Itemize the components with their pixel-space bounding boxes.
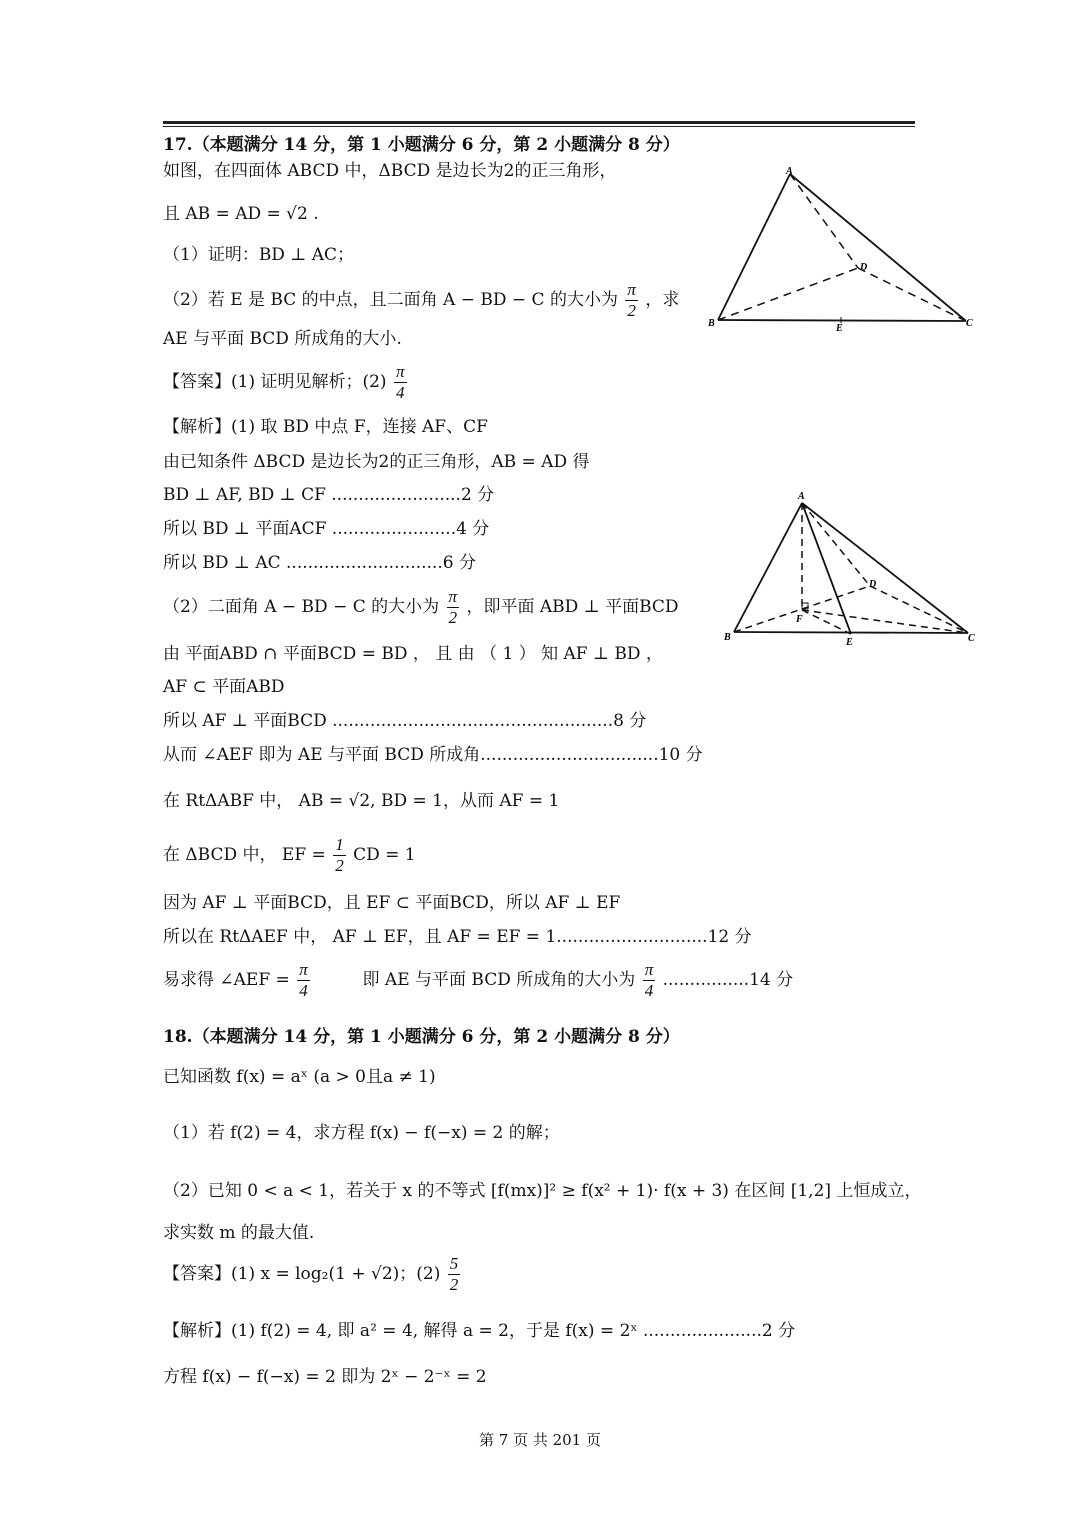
q17-stem-1: 如图，在四面体 ABCD 中，ΔBCD 是边长为2的正三角形， (163, 161, 617, 181)
q18-title: 18.（本题满分 14 分，第 1 小题满分 6 分，第 2 小题满分 8 分） (163, 1027, 680, 1047)
q17-sol-14: 所以在 RtΔAEF 中， AF ⊥ EF，且 AF = EF = 1............................12 分 (163, 927, 752, 947)
fig2-label-f: F (796, 614, 803, 625)
q17-sol-5: 所以 BD ⊥ AC .............................6 分 (163, 553, 476, 573)
q17-sol-6-frac: $\frac{\pi}{2}$ (448, 587, 458, 627)
fig2-label-c: C (968, 633, 975, 644)
q18-sol-2: 方程 f(x) − f(−x) = 2 即为 2ˣ − 2⁻ˣ = 2 (163, 1367, 487, 1387)
fig2-label-b: B (724, 632, 731, 643)
q17-title: 17.（本题满分 14 分，第 1 小题满分 6 分，第 2 小题满分 8 分） (163, 135, 680, 155)
q17-part2 (163, 280, 679, 321)
q17-part2-c: AE 与平面 BCD 所成角的大小. (163, 329, 402, 349)
q18-part2: （2）已知 0 < a < 1，若关于 x 的不等式 [f(mx)]² ≥ f(x² + 1)· f(x + 3) 在区间 [1,2] 上恒成立， (163, 1181, 922, 1201)
q17-answer: 【答案】(1) 证明见解析；(2) $\frac{\pi}{4}$ (163, 362, 405, 402)
header-rule-thick (163, 121, 915, 124)
q17-sol-11: 在 RtΔABF 中， AB = √2, BD = 1，从而 AF = 1 (163, 791, 560, 811)
q18-sol-1: 【解析】(1) f(2) = 4, 即 a² = 4, 解得 a = 2，于是 f(x) = 2ˣ ......................2 分 (163, 1321, 796, 1341)
q17-sol-10: 从而 ∠AEF 即为 AE 与平面 BCD 所成角.................................10 分 (163, 745, 703, 765)
q17-part2-b: ，求 (645, 290, 680, 310)
q17-part2-frac: $\frac{\pi}{2}$ (627, 280, 636, 320)
q17-sol-7: 由 平面ABD ∩ 平面BCD = BD ， 且 由 （ 1 ） 知 AF ⊥ BD ， (163, 644, 663, 664)
q18-part1: （1）若 f(2) = 4，求方程 f(x) − f(−x) = 2 的解； (163, 1123, 560, 1143)
q18-part2b: 求实数 m 的最大值. (163, 1223, 315, 1243)
q17-sol-12-frac: $\frac{1}{2}$ (335, 835, 344, 875)
q17-sol-12: 在 ΔBCD 中， EF = $\frac{1}{2}$ CD = 1 (163, 835, 416, 875)
q17-stem-2: 且 AB = AD = √2 . (163, 204, 319, 224)
q18-stem: 已知函数 f(x) = aˣ (a > 0且a ≠ 1) (163, 1067, 436, 1087)
q17-sol-1: 【解析】(1) 取 BD 中点 F，连接 AF、CF (163, 417, 488, 437)
q17-sol-15-frac: $\frac{\pi}{4}$ (299, 960, 308, 1000)
q18-answer: 【答案】(1) x = log₂(1 + √2)；(2) $\frac{5}{2}$ (163, 1254, 459, 1294)
q17-sol-2: 由已知条件 ΔBCD 是边长为2的正三角形，AB = AD 得 (163, 452, 590, 472)
fig2-label-a: A (798, 491, 805, 502)
q17-sol-3: BD ⊥ AF, BD ⊥ CF ........................2 分 (163, 485, 495, 505)
page-footer: 第 7 页 共 201 页 (478, 1431, 601, 1449)
q17-answer-frac: $\frac{\pi}{4}$ (395, 362, 405, 402)
fig1-label-e: E (836, 323, 843, 334)
fig1-label-a: A (786, 166, 793, 177)
q17-sol-13: 因为 AF ⊥ 平面BCD，且 EF ⊂ 平面BCD，所以 AF ⊥ EF (163, 893, 621, 913)
header-rule-thin (163, 126, 915, 127)
q17-part1: （1）证明：BD ⊥ AC； (163, 245, 355, 265)
fig2-label-d: D (869, 579, 877, 590)
fig1-label-b: B (708, 318, 715, 329)
q18-answer-frac: $\frac{5}{2}$ (449, 1254, 459, 1294)
tetrahedron-figure-2 (718, 486, 988, 652)
q17-sol-4: 所以 BD ⊥ 平面ACF .......................4 分 (163, 519, 490, 539)
q17-sol-8: AF ⊂ 平面ABD (163, 677, 285, 697)
fig1-label-d: D (860, 262, 868, 273)
q17-sol-15: 易求得 ∠AEF = $\frac{\pi}{4}$ 即 AE 与平面 BCD 所成角的大小为 $\frac{\pi}{4}$ ................14 分 (163, 960, 794, 1000)
fig1-label-c: C (966, 318, 973, 329)
q17-sol-9: 所以 AF ⊥ 平面BCD ....................................................8 分 (163, 711, 647, 731)
q17-sol-15-frac-2: $\frac{\pi}{4}$ (644, 960, 654, 1000)
tetrahedron-figure-1 (700, 160, 990, 340)
fig2-label-e: E (846, 637, 853, 648)
q17-part2-a: （2）若 E 是 BC 的中点，且二面角 A − BD − C 的大小为 (163, 290, 618, 310)
q17-sol-6: （2）二面角 A − BD − C 的大小为 $\frac{\pi}{2}$ ，即平面 ABD ⊥ 平面BCD (163, 587, 679, 627)
